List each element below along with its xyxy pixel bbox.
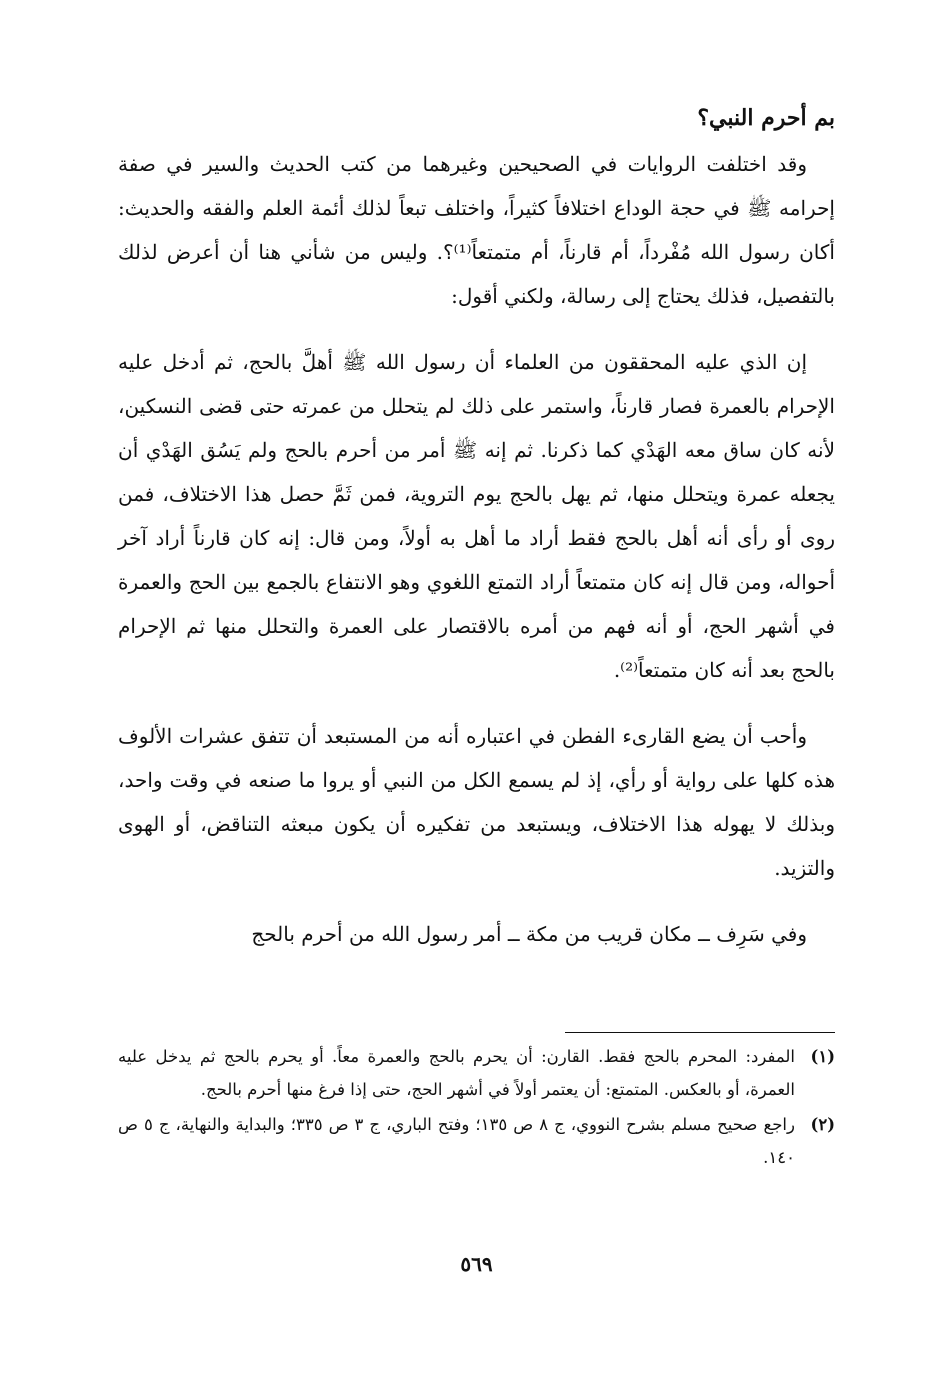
paragraph-3: وأحب أن يضع القارىء الفطن في اعتباره أنه من المستبعد أن تتفق عشرات الألوف هذه كلها على رواية أو رأي، إذ لم يسمع الكل من النبي أو يروا ما صنعه في وقت واحد، وبذلك لا يهوله هذا الاختلاف، ويستبعد من تفكيره أن يكون مبعثه التناقض، أو الهوى والتزيد. (118, 724, 835, 880)
footnote-1 (118, 1040, 835, 1106)
footnote-number: (٢) (810, 1115, 835, 1134)
section-heading: بم أحرم النبي؟ (697, 105, 835, 131)
paragraph-2: إن الذي عليه المحققون من العلماء أن رسول الله ﷺ أهلَّ بالحج، ثم أدخل عليه الإحرام بالعمرة فصار قارناً، واستمر على ذلك لم يتحلل من عمرته حتى قضى النسكين، لأنه كان ساق معه الهَدْي كما ذكرنا. ثم إنه ﷺ أمر من أحرم بالحج ولم يَسُق الهَدْي أن يجعله عمرة ويتحلل منها، ثم يهل بالحج يوم التروية، فمن ثَمَّ حصل هذا الاختلاف، فمن روى أو رأى أنه أهل بالحج فقط أراد ما أهل به أولاً، ومن قال: إنه كان قارناً أراد آخر أحواله، ومن قال إنه كان متمتعاً أراد التمتع اللغوي وهو الانتفاع بالجمع بين الحج والعمرة في أشهر الحج، أو أنه فهم من أمره بالاقتصار على العمرة والتحلل منها ثم الإحرام بالحج بعد أنه كان متمتعاً⁽²⁾. (118, 350, 835, 682)
footnote-2 (118, 1108, 835, 1174)
paragraph-4: وفي سَرِف ــ مكان قريب من مكة ــ أمر رسول الله من أحرم بالحج (251, 922, 807, 946)
footnotes (118, 1040, 835, 1176)
footnote-text: راجع صحيح مسلم بشرح النووي، ج ٨ ص ١٣٥؛ وفتح الباري، ج ٣ ص ٣٣٥؛ والبداية والنهاية، ج ٥ ص ١٤٠. (118, 1115, 795, 1167)
footnote-divider (565, 1032, 835, 1033)
footnote-number: (١) (810, 1047, 835, 1066)
paragraph-1: وقد اختلفت الروايات في الصحيحين وغيرهما من كتب الحديث والسير في صفة إحرامه ﷺ في حجة الوداع اختلافاً كثيراً، واختلف تبعاً لذلك أئمة العلم والفقه والحديث: أكان رسول الله مُفْرداً، أم قارناً، أم متمتعاً⁽¹⁾؟. وليس من شأني هنا أن أعرض لذلك بالتفصيل، فذلك يحتاج إلى رسالة، ولكني أقول: (118, 152, 835, 308)
page-number: ٥٦٩ (460, 1252, 493, 1276)
footnote-text: المفرد: المحرم بالحج فقط. القارن: أن يحرم بالحج والعمرة معاً. أو يحرم بالحج ثم يدخل عليه العمرة، أو بالعكس. المتمتع: أن يعتمر أولاً في أشهر الحج، حتى إذا فرغ منها أحرم بالحج. (118, 1047, 795, 1099)
page (118, 100, 835, 1280)
